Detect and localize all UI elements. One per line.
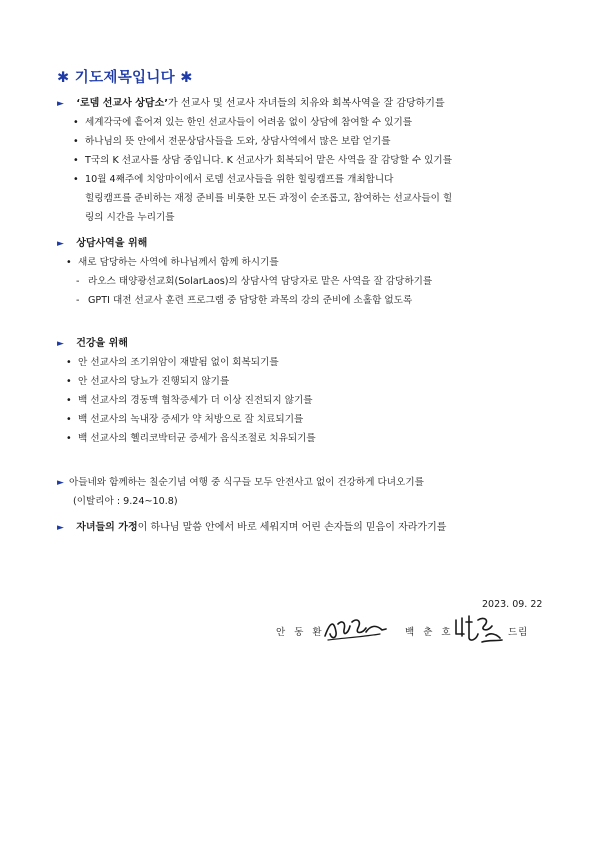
list-item: • 새로 담당하는 사역에 하나님께서 함께 하시기를 bbox=[66, 253, 432, 272]
section2-list bbox=[66, 253, 432, 310]
triangle-arrow-icon: ► bbox=[57, 523, 64, 533]
page-title: ✱ 기도제목입니다 ✱ bbox=[57, 70, 193, 86]
list-item: • 세계각국에 흩어져 있는 한인 선교사들이 어려움 없이 상담에 참여할 수 있기를 bbox=[73, 113, 452, 132]
signature-1 bbox=[322, 612, 388, 646]
sub-list-item: - GPTI 대전 선교사 훈련 프로그램 중 담당한 과목의 강의 준비에 소홀함 없도록 bbox=[76, 295, 413, 306]
list-item: • 하나님의 뜻 안에서 전문상담사들을 도와, 상담사역에서 많은 보람 얻기를 bbox=[73, 132, 452, 151]
triangle-arrow-icon: ► bbox=[57, 239, 64, 249]
section1-lead-text: 가 선교사 및 선교사 자녀들의 치유와 회복사역을 잘 감당하기를 bbox=[168, 98, 445, 109]
section1-list bbox=[73, 113, 452, 227]
list-item-continuation: 힐링캠프를 준비하는 재정 준비를 비롯한 모든 과정이 순조롭고, 참여하는 선교사들이 힐 bbox=[85, 193, 453, 204]
children-families-bold: 자녀들의 가정 bbox=[76, 522, 138, 533]
list-item: • 안 선교사의 당뇨가 진행되지 않기를 bbox=[66, 372, 316, 391]
sender-name-2: 백 춘 호 bbox=[405, 627, 454, 638]
section-rodem-counseling bbox=[57, 94, 445, 114]
list-item: • 백 선교사의 녹내장 증세가 약 처방으로 잘 치료되기를 bbox=[66, 410, 316, 429]
closing-suffix: 드림 bbox=[508, 627, 529, 638]
bullet-icon: • bbox=[66, 414, 72, 425]
sender-name-1: 안 동 환 bbox=[276, 627, 325, 638]
section-children-families bbox=[57, 518, 446, 538]
bullet-icon: • bbox=[66, 433, 72, 444]
list-item: • T국의 K 선교사를 상담 중입니다. K 선교사가 회복되어 맡은 사역을 잘 감당할 수 있기를 bbox=[73, 151, 452, 170]
section5-text: 이 하나님 말씀 안에서 바로 세워지며 어린 손자들의 믿음이 자라가기를 bbox=[137, 522, 447, 533]
trip-dates: (이탈리아 : 9.24~10.8) bbox=[73, 496, 178, 507]
section3-list bbox=[66, 353, 316, 448]
section-health bbox=[57, 334, 128, 354]
list-item: • 안 선교사의 조기위암이 재발됨 없이 회복되기를 bbox=[66, 353, 316, 372]
bullet-icon: • bbox=[66, 376, 72, 387]
signature-2 bbox=[452, 612, 504, 648]
section-heading: 건강을 위해 bbox=[76, 338, 128, 349]
bullet-icon: • bbox=[66, 357, 72, 368]
section-family-trip bbox=[57, 473, 424, 493]
bullet-icon: • bbox=[73, 155, 79, 166]
section-counseling-ministry bbox=[57, 234, 147, 254]
bullet-icon: • bbox=[66, 395, 72, 406]
trip-text: 아들네와 함께하는 칠순기념 여행 중 식구들 모두 안전사고 없이 건강하게 다녀오기를 bbox=[69, 477, 424, 488]
bullet-icon: • bbox=[73, 174, 79, 185]
triangle-arrow-icon: ► bbox=[57, 478, 64, 488]
bullet-icon: • bbox=[66, 257, 72, 268]
bullet-icon: • bbox=[73, 117, 79, 128]
bullet-icon: • bbox=[73, 136, 79, 147]
list-item: • 백 선교사의 헬리코박터균 증세가 음식조절로 치유되기를 bbox=[66, 429, 316, 448]
list-item-continuation: 링의 시간을 누리기를 bbox=[85, 212, 175, 223]
section-heading: 상담사역을 위해 bbox=[76, 238, 148, 249]
triangle-arrow-icon: ► bbox=[57, 339, 64, 349]
letter-date: 2023. 09. 22 bbox=[482, 599, 543, 610]
triangle-arrow-icon: ► bbox=[57, 99, 64, 109]
list-item: • 백 선교사의 경동맥 협착증세가 더 이상 진전되지 않기를 bbox=[66, 391, 316, 410]
sub-list-item: - 라오스 태양광선교회(SolarLaos)의 상담사역 담당자로 맡은 사역을 잘 감당하기를 bbox=[76, 276, 433, 287]
rodem-center-name: ‘로뎀 선교사 상담소’ bbox=[76, 98, 169, 109]
list-item: • 10월 4째주에 치앙마이에서 로뎀 선교사들을 위한 힐링캠프를 개최합니다 bbox=[73, 170, 452, 189]
